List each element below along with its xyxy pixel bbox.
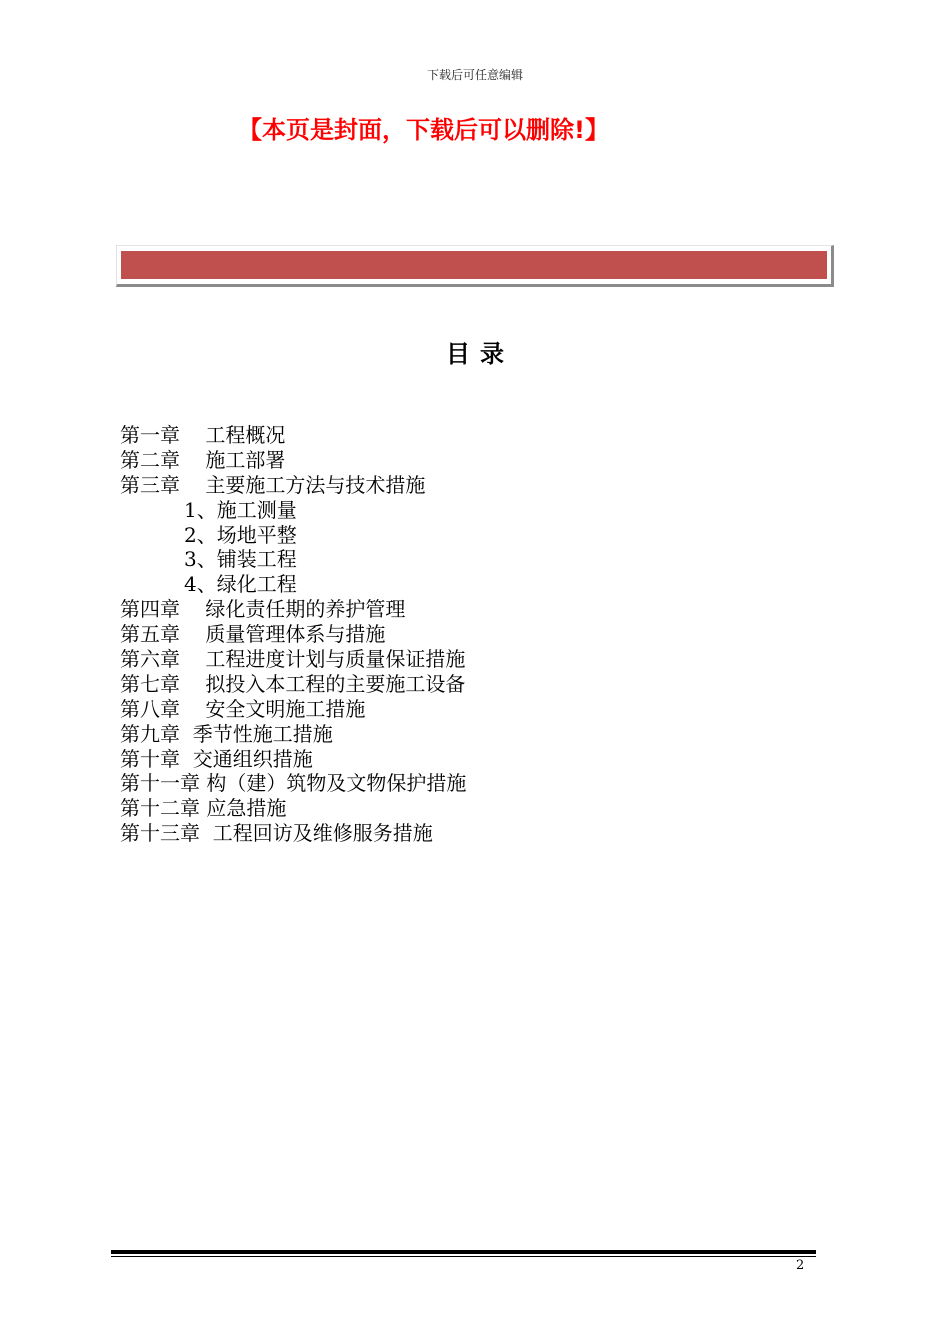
toc-subitem-3-1[interactable]: 1、施工测量	[184, 497, 297, 522]
footer-divider	[111, 1250, 816, 1257]
footer-rule-thick	[111, 1250, 816, 1254]
toc-item-ch11[interactable]: 第十一章 构（建）筑物及文物保护措施	[120, 771, 467, 796]
toc-item-ch9[interactable]: 第九章 季节性施工措施	[120, 721, 333, 746]
toc-item-ch6[interactable]: 第六章 工程进度计划与质量保证措施	[120, 647, 466, 672]
banner-bar	[121, 251, 827, 279]
toc-item-ch13[interactable]: 第十三章 工程回访及维修服务措施	[120, 821, 433, 846]
toc-title: 目录	[446, 340, 514, 368]
toc-item-ch12[interactable]: 第十二章 应急措施	[120, 796, 287, 821]
toc-subitem-3-2[interactable]: 2、场地平整	[184, 522, 297, 547]
table-of-contents	[120, 423, 466, 846]
cover-notice: 【本页是封面，下载后可以删除!】	[238, 116, 609, 144]
toc-subitem-3-3[interactable]: 3、铺装工程	[184, 547, 297, 572]
toc-item-ch8[interactable]: 第八章 安全文明施工措施	[120, 696, 366, 721]
toc-item-ch3[interactable]: 第三章 主要施工方法与技术措施	[120, 472, 426, 497]
header-note: 下载后可任意编辑	[426, 68, 523, 82]
toc-item-ch1[interactable]: 第一章 工程概况	[120, 423, 286, 447]
toc-item-ch4[interactable]: 第四章 绿化责任期的养护管理	[120, 597, 406, 622]
toc-item-ch2[interactable]: 第二章 施工部署	[120, 447, 286, 472]
toc-item-ch7[interactable]: 第七章 拟投入本工程的主要施工设备	[120, 671, 466, 696]
toc-item-ch10[interactable]: 第十章 交通组织措施	[120, 746, 313, 771]
footer-rule-thin	[111, 1256, 816, 1257]
toc-subitem-3-4[interactable]: 4、绿化工程	[184, 572, 297, 597]
toc-item-ch5[interactable]: 第五章 质量管理体系与措施	[120, 622, 386, 647]
decorative-banner	[116, 245, 834, 287]
page-number: 2	[796, 1258, 805, 1273]
